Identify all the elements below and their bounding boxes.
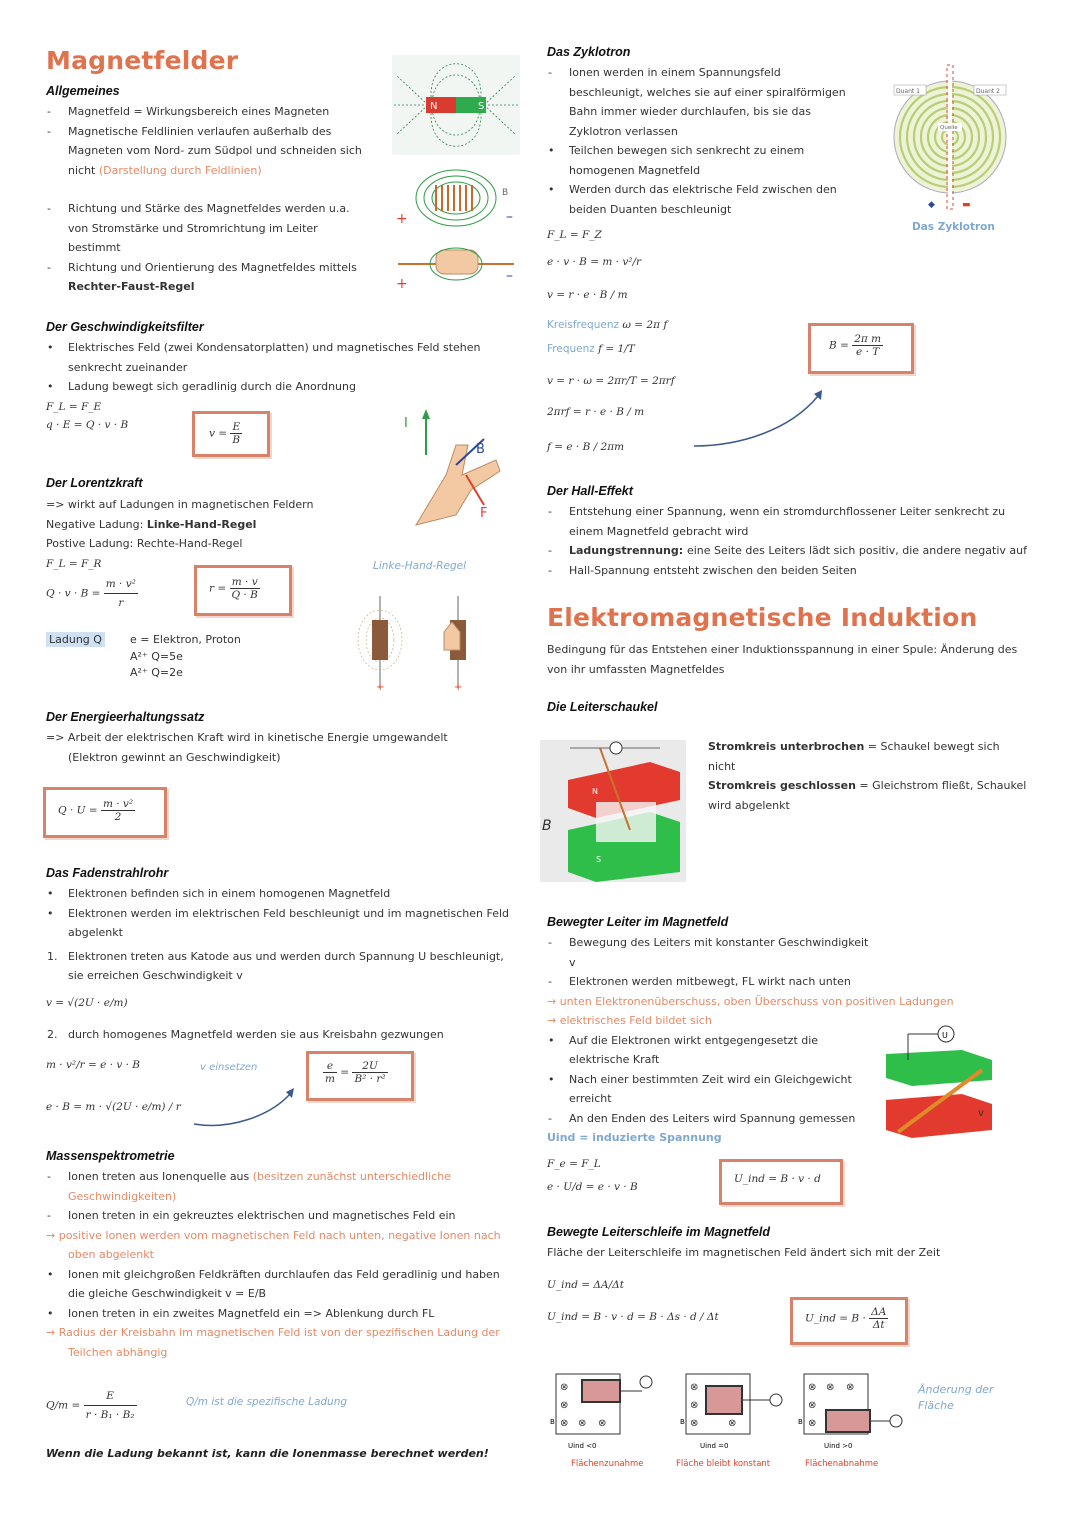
svg-text:+: +: [376, 682, 385, 692]
cyclotron-diagram: [890, 57, 1010, 217]
formula-v-sqrt: v = √(2U · e/m): [46, 997, 128, 1009]
leiterschaukel-diagram: [540, 740, 686, 882]
note-spezifische-ladung: Q/m ist die spezifische Ladung: [186, 1396, 348, 1408]
list-item: - An den Enden des Leiters wird Spannung gemessen: [547, 1109, 877, 1129]
geschwindigkeitsfilter-list: [46, 338, 516, 397]
list-item: • Elektrisches Feld (zwei Kondensatorplatten) und magnetisches Feld stehen senkrecht zueinander: [46, 338, 516, 377]
svg-text:Uind <0: Uind <0: [568, 1442, 597, 1450]
list-item: 1. Elektronen treten aus Katode aus und werden durch Spannung U beschleunigt, sie erreichen Geschwindigkeit v: [46, 947, 516, 986]
caption-linke-hand-regel: Linke-Hand-Regel: [373, 560, 466, 572]
heading-fadenstrahlrohr: Das Fadenstrahlrohr: [46, 866, 169, 880]
formula-eb: e · B = m · √(2U · e/m) / r: [46, 1101, 181, 1113]
list-item: - Richtung und Stärke des Magnetfeldes werden u.a. von Stromstärke und Stromrichtung im Leiter bestimmt: [46, 199, 366, 258]
svg-text:⊗: ⊗: [728, 1418, 737, 1429]
svg-text:S: S: [596, 855, 602, 864]
svg-text:⊗: ⊗: [560, 1400, 569, 1411]
caption-flaechenzunahme: Flächenzunahme: [571, 1459, 644, 1469]
formula-kreisfrequenz: Kreisfrequenz ω = 2π f: [547, 319, 668, 331]
svg-text:⊗: ⊗: [808, 1400, 817, 1411]
heading-zyklotron: Das Zyklotron: [547, 45, 631, 59]
svg-text:v: v: [978, 1108, 984, 1119]
caption-flaechenabnahme: Flächenabnahme: [805, 1459, 879, 1469]
formula-fl-fr: F_L = F_R: [46, 558, 102, 570]
formula-qe-qvb: q · E = Q · v · B: [46, 419, 129, 431]
formula-qvb: Q · v · B = $\frac{\text{m · v²}}{r}$: [46, 575, 138, 612]
leiter-list: - Bewegung des Leiters mit konstanter Geschwindigkeit v - Elektronen werden mitbewegt, FL wirkt nach unten → unten Elektronenüberschuss, oben Überschuss von positiven Ladungen → elektrisches Feld bildet sich • Auf die Elektronen wirkt entgegengesetzt die elektrische Kraft • Nach einer bestimmten Zeit wird ein Gleichgewicht erreicht - An den Enden des Leiters wird Spannung gemessen Uind = induzierte Spannung: [547, 933, 877, 1148]
hall-list: [547, 502, 1027, 580]
svg-text:Quelle: Quelle: [940, 125, 958, 131]
heading-leiterschleife: Bewegte Leiterschleife im Magnetfeld: [547, 1225, 770, 1239]
formula-f: f = e · B / 2πm: [547, 441, 625, 453]
ladung-q-values: e = Elektron, Proton A²⁺ Q=5e A²⁺ Q=2e: [130, 633, 241, 679]
svg-text:⊗: ⊗: [560, 1382, 569, 1393]
svg-text:▬: ▬: [962, 200, 971, 210]
formula-v-reb-m: v = r · e · B / m: [547, 289, 628, 301]
svg-text:◆: ◆: [928, 200, 935, 210]
svg-text:–: –: [506, 209, 513, 225]
svg-text:⊗: ⊗: [598, 1418, 607, 1429]
leiterschleife-text: Fläche der Leiterschleife im magnetischen Feld ändert sich mit der Zeit: [547, 1246, 941, 1259]
heading-lorentzkraft: Der Lorentzkraft: [46, 476, 143, 490]
svg-text:⊗: ⊗: [826, 1382, 835, 1393]
energie-text: => Arbeit der elektrischen Kraft wird in kinetische Energie umgewandelt (Elektron gewinnt an Geschwindigkeit): [46, 731, 448, 764]
list-item: • Elektronen befinden sich in einem homogenen Magnetfeld: [46, 884, 516, 904]
ladung-q-label: Ladung Q: [46, 630, 105, 650]
heading-energieerhaltungssatz: Der Energieerhaltungssatz: [46, 710, 205, 724]
svg-text:⊗: ⊗: [578, 1418, 587, 1429]
list-item: • Auf die Elektronen wirkt entgegengesetzt die elektrische Kraft: [547, 1031, 877, 1070]
formula-fe-fl: F_e = F_L: [547, 1158, 601, 1170]
zyklotron-list: [547, 63, 847, 219]
coil-field-small-1: [352, 592, 412, 692]
heading-hall-effekt: Der Hall-Effekt: [547, 484, 633, 498]
heading-bewegter-leiter: Bewegter Leiter im Magnetfeld: [547, 915, 729, 929]
result-box-qu: Q · U = $\frac{\text{m · v²}}{2}$: [43, 787, 167, 838]
result-box-uind-bvd: U_ind = B · v · d: [719, 1159, 843, 1205]
list-item: • Ionen mit gleichgroßen Feldkräften durchlaufen das Feld geradlinig und haben die gleiche Geschwindigkeit v = E/B: [46, 1265, 516, 1304]
list-item: • Ionen treten in ein zweites Magnetfeld ein => Ablenkung durch FL: [46, 1304, 516, 1324]
svg-text:Uind =0: Uind =0: [700, 1442, 729, 1450]
conclusion-ionenmasse: Wenn die Ladung bekannt ist, kann die Ionenmasse berechnet werden!: [46, 1447, 489, 1460]
note-aenderung-flaeche: Änderung der Fläche: [918, 1383, 994, 1412]
formula-fl-fz: F_L = F_Z: [547, 229, 602, 241]
note-v-einsetzen: v einsetzen: [200, 1062, 258, 1073]
loop-diagram-increase: [548, 1370, 658, 1450]
svg-text:⊗: ⊗: [808, 1382, 817, 1393]
svg-text:B: B: [798, 1418, 803, 1426]
list-item: • Elektronen werden im elektrischen Feld beschleunigt und im magnetischen Feld abgelenkt: [46, 904, 516, 943]
svg-text:+: +: [396, 211, 408, 227]
svg-text:B: B: [542, 818, 552, 834]
formula-eud: e · U/d = e · v · B: [547, 1181, 638, 1193]
heading-geschwindigkeitsfilter: Der Geschwindigkeitsfilter: [46, 320, 204, 334]
list-item: - Ionen werden in einem Spannungsfeld beschleunigt, welches sie auf einer spiralförmigen Bahn immer wieder durchlaufen, bis sie das Zyklotron verlassen: [547, 63, 847, 141]
formula-v-r-omega: v = r · ω = 2πr/T = 2πrf: [547, 375, 675, 387]
svg-text:Duant 2: Duant 2: [976, 88, 1000, 95]
list-item: • Werden durch das elektrische Feld zwischen den beiden Duanten beschleunigt: [547, 180, 847, 219]
svg-text:+: +: [454, 682, 463, 692]
svg-text:S: S: [478, 101, 485, 112]
list-item: - Ionen treten in ein gekreuztes elektrischen und magnetisches Feld ein: [46, 1206, 516, 1226]
result-box-v-e-b: v = $\frac{E}{B}$: [192, 411, 270, 457]
svg-text:B: B: [476, 442, 485, 457]
svg-text:Uind >0: Uind >0: [824, 1442, 853, 1450]
svg-text:⊗: ⊗: [690, 1400, 699, 1411]
list-item: - Ladungstrennung: eine Seite des Leiters lädt sich positiv, die andere negativ auf: [547, 541, 1027, 561]
svg-text:U: U: [942, 1031, 948, 1040]
loop-diagram-decrease: [796, 1370, 906, 1450]
formula-uind-da-dt: U_ind = ΔA/Δt: [547, 1279, 624, 1291]
list-item: - Bewegung des Leiters mit konstanter Geschwindigkeit v: [547, 933, 877, 972]
page-title-induktion: Elektromagnetische Induktion: [547, 603, 978, 632]
svg-text:⊗: ⊗: [690, 1382, 699, 1393]
list-item: - Magnetfeld = Wirkungsbereich eines Magneten: [46, 102, 366, 122]
fadenstrahl-step-2: [46, 1025, 516, 1045]
svg-text:F: F: [480, 506, 488, 521]
svg-text:N: N: [592, 787, 598, 796]
list-item: - Elektronen werden mitbewegt, FL wirkt nach unten: [547, 972, 877, 992]
moving-conductor-diagram: [882, 1020, 996, 1140]
coil-field-small-2: [430, 592, 490, 692]
bar-magnet-field-diagram: [392, 55, 520, 155]
list-item: - Ionen treten aus Ionenquelle aus (besitzen zunächst unterschiedliche Geschwindigkeiten): [46, 1167, 516, 1206]
left-hand-rule-illustration: [396, 405, 516, 530]
page-title-magnetfelder: Magnetfelder: [46, 46, 239, 75]
heading-massenspektrometrie: Massenspektrometrie: [46, 1149, 175, 1163]
formula-frequenz: Frequenz f = 1/T: [547, 343, 635, 355]
coil-field-diagram: [394, 163, 520, 233]
result-box-b: B = $\frac{\text{2π m}}{e \cdot T}$: [808, 323, 914, 374]
result-box-uind-da: U_ind = B · $\frac{\Delta A}{\Delta t}$: [790, 1297, 908, 1345]
list-item: 2. durch homogenes Magnetfeld werden sie aus Kreisbahn gezwungen: [46, 1025, 516, 1045]
lorentzkraft-text: => wirkt auf Ladungen in magnetischen Feldern Negative Ladung: Linke-Hand-Regel Postive Ladung: Rechte-Hand-Regel: [46, 498, 314, 550]
svg-text:⊗: ⊗: [808, 1418, 817, 1429]
right-fist-rule-diagram: [394, 240, 520, 296]
formula-evb: e · v · B = m · v²/r: [547, 256, 642, 268]
allgemeines-list: [46, 102, 366, 297]
svg-text:⊗: ⊗: [690, 1418, 699, 1429]
svg-text:Duant 1: Duant 1: [896, 88, 920, 95]
heading-leiterschaukel: Die Leiterschaukel: [547, 700, 658, 714]
list-item: - Entstehung einer Spannung, wenn ein stromdurchflossener Leiter senkrecht zu einem Magnetfeld gebracht wird: [547, 502, 1027, 541]
svg-text:B: B: [502, 188, 509, 198]
list-item: - Magnetische Feldlinien verlaufen außerhalb des Magneten vom Nord- zum Südpol und schneiden sich nicht (Darstellung durch Feldlinien): [46, 122, 366, 181]
leiterschaukel-text: Stromkreis unterbrochen = Schaukel bewegt sich nicht Stromkreis geschlossen = Gleichstrom fließt, Schaukel wird abgelenkt: [708, 740, 1027, 812]
list-item: - Richtung und Orientierung des Magnetfeldes mittels Rechter-Faust-Regel: [46, 258, 366, 297]
svg-text:⊗: ⊗: [846, 1382, 855, 1393]
formula-fl-fe: F_L = F_E: [46, 401, 102, 413]
heading-allgemeines: Allgemeines: [46, 84, 120, 98]
result-box-r: r = $\frac{m \cdot v}{Q \cdot B}$: [194, 565, 292, 616]
svg-text:+: +: [396, 276, 408, 292]
fadenstrahl-list: [46, 884, 516, 986]
list-item: • Ladung bewegt sich geradlinig durch die Anordnung: [46, 377, 516, 397]
caption-flaeche-konstant: Fläche bleibt konstant: [676, 1459, 771, 1469]
list-item: - Hall-Spannung entsteht zwischen den beiden Seiten: [547, 561, 1027, 581]
massen-list: - Ionen treten aus Ionenquelle aus (besitzen zunächst unterschiedliche Geschwindigkeiten) - Ionen treten in ein gekreuztes elektrischen und magnetisches Feld ein → positive Ionen werden vom magnetischen Feld nach unten, negative Ionen nach oben abgelenkt • Ionen mit gleichgroßen Feldkräften durchlaufen das Feld geradlinig und haben die gleiche Geschwindigkeit v = E/B • Ionen treten in ein zweites Magnetfeld ein => Ablenkung durch FL → Radius der Kreisbahn im magnetischen Feld ist von der spezifischen Ladung der Teilchen abhängig: [46, 1167, 516, 1362]
arrow-icon: [190, 1086, 300, 1130]
svg-text:N: N: [430, 101, 438, 112]
svg-text:⊗: ⊗: [560, 1418, 569, 1429]
svg-text:B: B: [550, 1418, 555, 1426]
formula-mv2r: m · v²/r = e · v · B: [46, 1059, 141, 1071]
result-box-em: $\frac{e}{m}$ = $\frac{2U}{\text{B² · r²}}$: [306, 1051, 414, 1101]
svg-text:I: I: [404, 416, 408, 431]
formula-qm: Q/m = $\frac{E}{\text{r · B₁ · B₂}}$: [46, 1387, 137, 1424]
list-item: • Teilchen bewegen sich senkrecht zu einem homogenen Magnetfeld: [547, 141, 847, 180]
induktion-intro: Bedingung für das Entstehen einer Induktionsspannung in einer Spule: Änderung des von ihr umfassten Magnetfeldes: [547, 643, 1018, 676]
caption-zyklotron: Das Zyklotron: [912, 221, 995, 233]
svg-text:B: B: [680, 1418, 685, 1426]
formula-uind-bvd: U_ind = B · v · d = B · Δs · d / Δt: [547, 1311, 719, 1323]
list-item: • Nach einer bestimmten Zeit wird ein Gleichgewicht erreicht: [547, 1070, 877, 1109]
arrow-icon: [690, 390, 830, 450]
svg-text:–: –: [506, 268, 513, 284]
formula-2prf: 2πrf = r · e · B / m: [547, 406, 645, 418]
loop-diagram-constant: [678, 1370, 788, 1450]
